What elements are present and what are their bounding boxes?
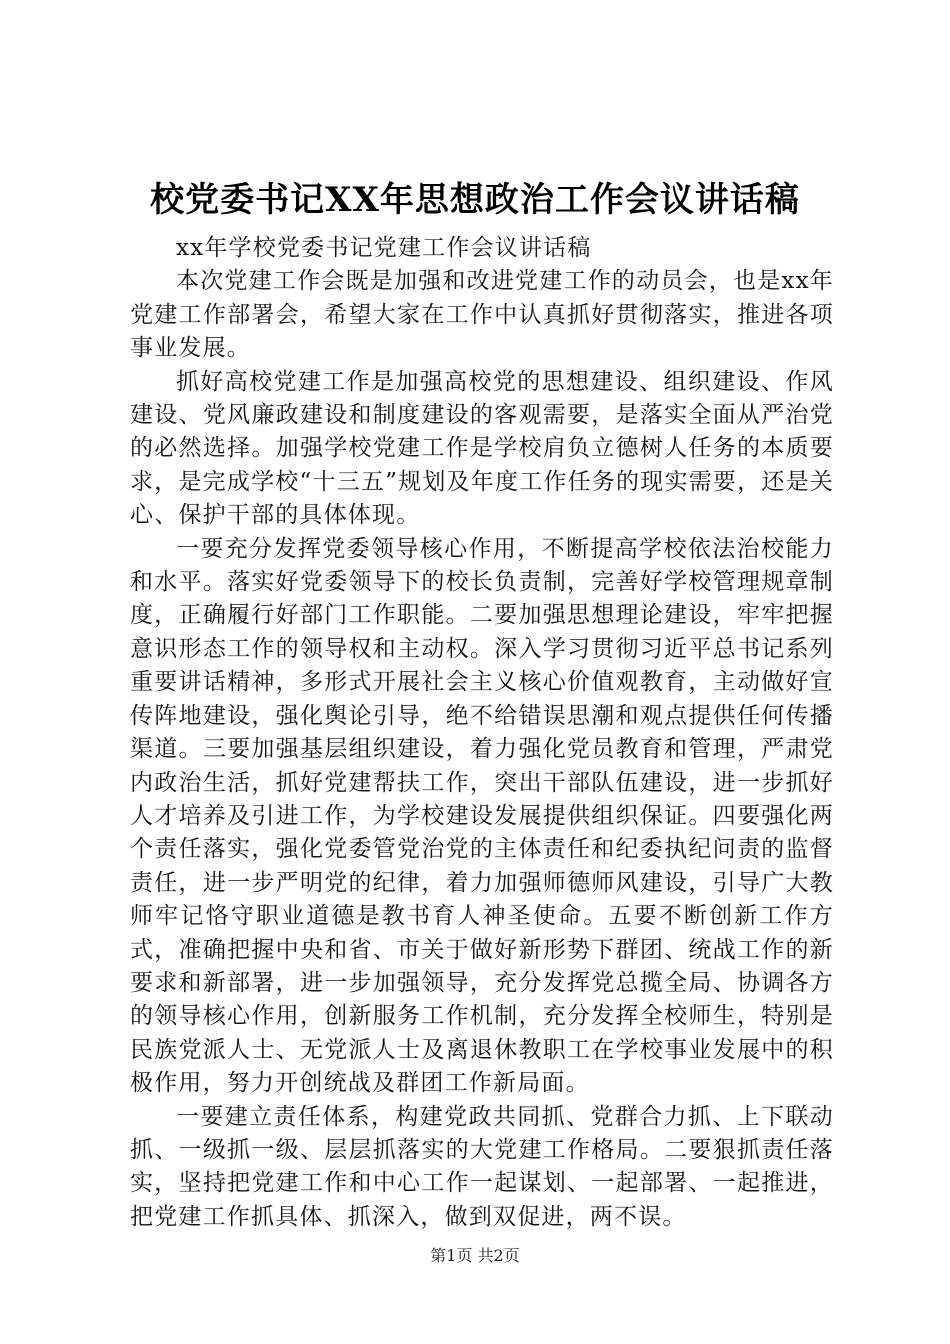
document-title: 校党委书记XX年思想政治工作会议讲话稿 <box>150 180 800 220</box>
paragraph-intro: 本次党建工作会既是加强和改进党建工作的动员会，也是xx年党建工作部署会，希望大家在工作中认真抓好贯彻落实，推进各项事业发展。 <box>130 268 834 362</box>
document-body <box>130 232 834 1234</box>
paragraph-subtitle: xx年学校党委书记党建工作会议讲话稿 <box>176 235 592 261</box>
paragraph-tasks: 一要充分发挥党委领导核心作用，不断提高学校依法治校能力和水平。落实好党委领导下的校长负责制，完善好学校管理规章制度，正确履行好部门工作职能。二要加强思想理论建设，牢牢把握意识形态工作的领导权和主动权。深入学习贯彻习近平总书记系列重要讲话精神，多形式开展社会主义核心价值观教育，主动做好宣传阵地建设，强化舆论引导，绝不给错误思潮和观点提供任何传播渠道。三要加强基层组织建设，着力强化党员教育和管理，严肃党内政治生活，抓好党建帮扶工作，突出干部队伍建设，进一步抓好人才培养及引进工作，为学校建设发展提供组织保证。四要强化两个责任落实，强化党委管党治党的主体责任和纪委执纪问责的监督责任，进一步严明党的纪律，着力加强师德师风建设，引导广大教师牢记恪守职业道德是教书育人神圣使命。五要不断创新工作方式，准确把握中央和省、市关于做好新形势下群团、统战工作的新要求和新部署，进一步加强领导，充分发挥党总揽全局、协调各方的领导核心作用，创新服务工作机制，充分发挥全校师生，特别是民族党派人士、无党派人士及离退休教职工在学校事业发展中的积极作用，努力开创统战及群团工作新局面。 <box>130 535 834 1097</box>
paragraph-importance: 抓好高校党建工作是加强高校党的思想建设、组织建设、作风建设、党风廉政建设和制度建设的客观需要，是落实全面从严治党的必然选择。加强学校党建工作是学校肩负立德树人任务的本质要求，是完成学校“十三五”规划及年度工作任务的现实需要，还是关心、保护干部的具体体现。 <box>130 368 834 529</box>
paragraph-responsibility: 一要建立责任体系，构建党政共同抓、党群合力抓、上下联动抓、一级抓一级、层层抓落实的大党建工作格局。二要狠抓责任落实，坚持把党建工作和中心工作一起谋划、一起部署、一起推进，把党建工作抓具体、抓深入，做到双促进，两不误。 <box>130 1103 834 1230</box>
page-number-footer: 第1页 共2页 <box>430 1246 520 1265</box>
